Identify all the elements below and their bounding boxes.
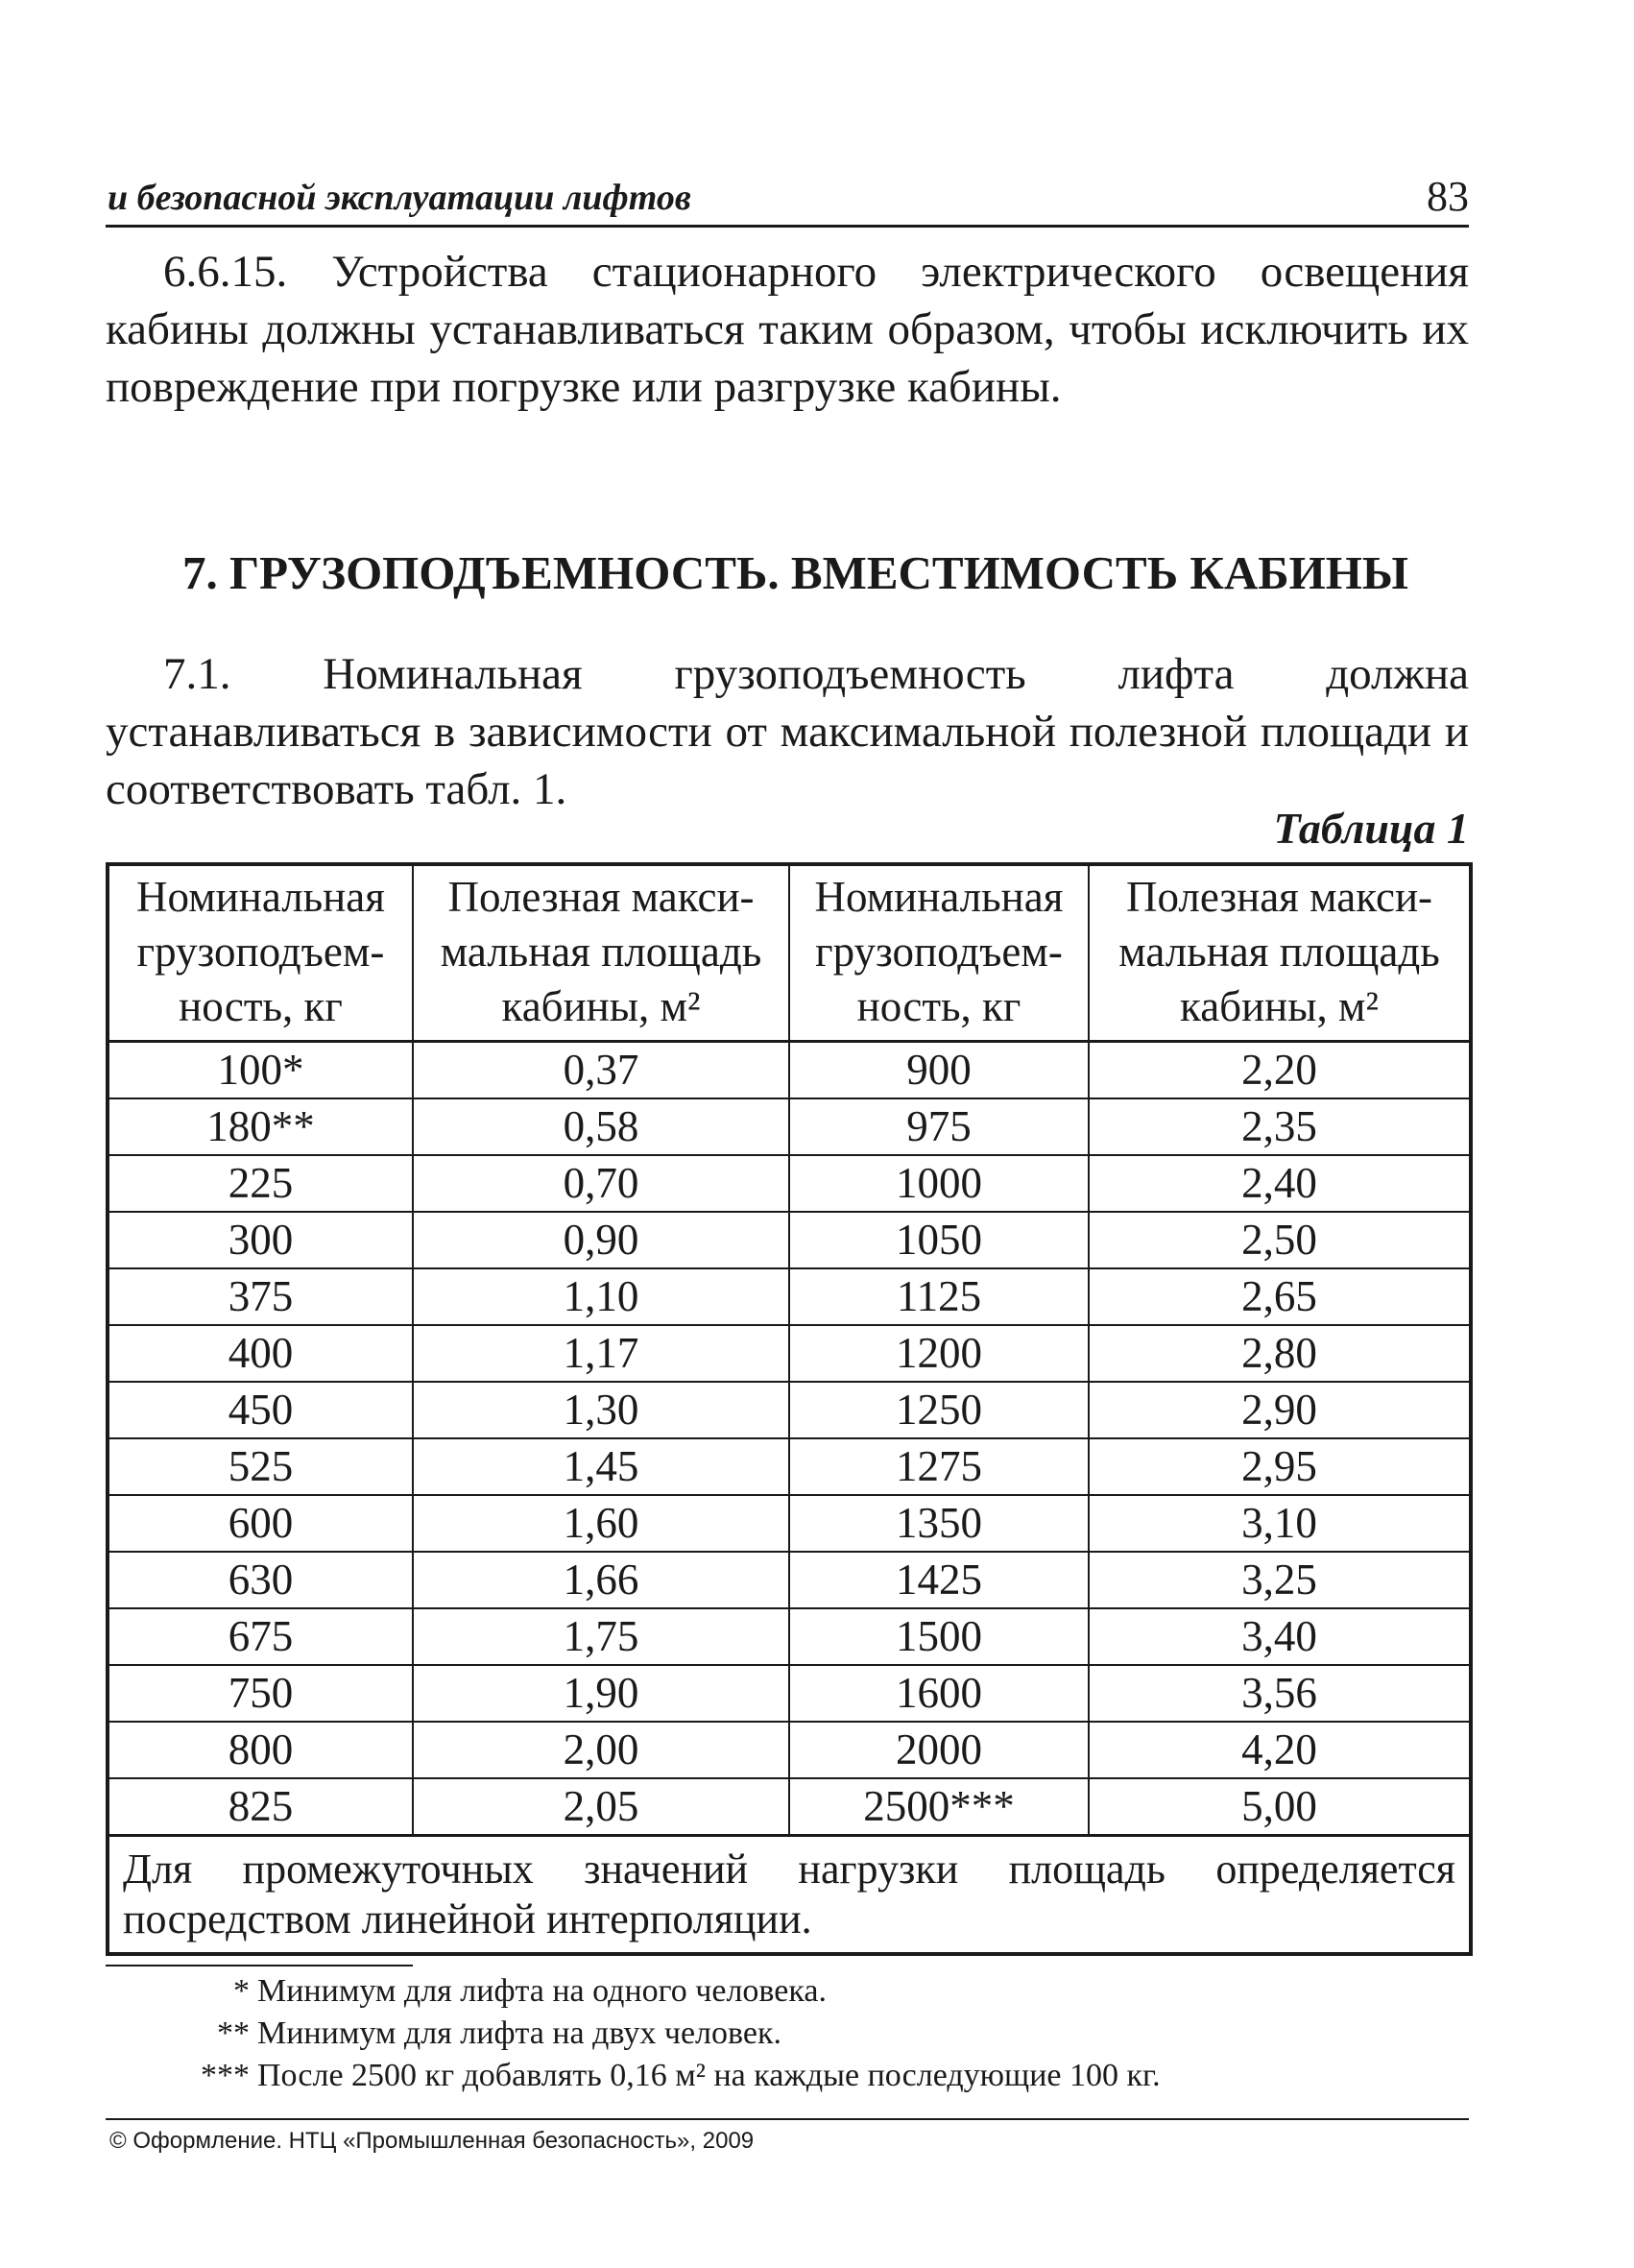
table-row — [108, 1722, 1471, 1778]
capacity-cell: 225 — [108, 1155, 413, 1212]
capacity-cell: 1275 — [789, 1438, 1089, 1495]
area-cell: 1,66 — [413, 1552, 789, 1608]
area-cell: 2,65 — [1089, 1268, 1471, 1325]
area-cell: 1,90 — [413, 1665, 789, 1722]
table-header-row — [108, 864, 1471, 1042]
area-cell: 2,35 — [1089, 1098, 1471, 1155]
capacity-cell: 800 — [108, 1722, 413, 1778]
table-row — [108, 1155, 1471, 1212]
table-row — [108, 1042, 1471, 1099]
area-cell: 3,25 — [1089, 1552, 1471, 1608]
table-row — [108, 1608, 1471, 1665]
table-note: Для промежуточных значений нагрузки площадь определяется посредством линейной интерполяции. — [108, 1836, 1471, 1955]
running-title: и безопасной эксплуатации лифтов — [108, 178, 691, 218]
paragraph-7-1: 7.1. Номинальная грузоподъемность лифта должна устанавливаться в зависимости от максимальной полезной площади и соответствовать табл. 1. — [106, 649, 1469, 814]
area-cell: 2,05 — [413, 1778, 789, 1836]
capacity-cell: 1250 — [789, 1382, 1089, 1438]
area-cell: 2,90 — [1089, 1382, 1471, 1438]
area-cell: 2,95 — [1089, 1438, 1471, 1495]
footnote-divider — [106, 1965, 413, 1966]
footnote-mark: ** — [217, 2015, 250, 2051]
header-area-2: Полезная макси-мальная площадь кабины, м² — [1089, 864, 1471, 1042]
capacity-cell: 400 — [108, 1325, 413, 1382]
capacity-cell: 975 — [789, 1098, 1089, 1155]
area-cell: 1,10 — [413, 1268, 789, 1325]
area-cell: 3,10 — [1089, 1495, 1471, 1552]
footnote-text: Минимум для лифта на одного человека. — [257, 1973, 827, 2009]
capacity-area-table — [106, 862, 1473, 1956]
area-cell: 3,56 — [1089, 1665, 1471, 1722]
capacity-cell: 2000 — [789, 1722, 1089, 1778]
header-capacity-2: Номинальная грузоподъем-ность, кг — [789, 864, 1089, 1042]
capacity-cell: 900 — [789, 1042, 1089, 1099]
capacity-cell: 1125 — [789, 1268, 1089, 1325]
footnote-mark: *** — [201, 2058, 250, 2093]
header-capacity-1: Номинальная грузоподъем-ность, кг — [108, 864, 413, 1042]
page-number: 83 — [1427, 173, 1469, 220]
table-row — [108, 1665, 1471, 1722]
section-heading: 7. ГРУЗОПОДЪЕМНОСТЬ. ВМЕСТИМОСТЬ КАБИНЫ — [182, 546, 1409, 599]
capacity-cell: 100* — [108, 1042, 413, 1099]
table-row — [108, 1268, 1471, 1325]
capacity-cell: 450 — [108, 1382, 413, 1438]
area-cell: 1,75 — [413, 1608, 789, 1665]
capacity-cell: 180** — [108, 1098, 413, 1155]
table-row — [108, 1212, 1471, 1268]
capacity-cell: 1500 — [789, 1608, 1089, 1665]
copyright-footer: © Оформление. НТЦ «Промышленная безопасность», 2009 — [109, 2128, 755, 2154]
capacity-cell: 1350 — [789, 1495, 1089, 1552]
footnote — [192, 1970, 1161, 2013]
area-cell: 1,45 — [413, 1438, 789, 1495]
table-row — [108, 1382, 1471, 1438]
capacity-cell: 1050 — [789, 1212, 1089, 1268]
area-cell: 2,20 — [1089, 1042, 1471, 1099]
running-header — [106, 171, 1469, 228]
footer-divider — [106, 2118, 1469, 2120]
capacity-cell: 825 — [108, 1778, 413, 1836]
table-note-row — [108, 1836, 1471, 1955]
capacity-cell: 1000 — [789, 1155, 1089, 1212]
area-cell: 2,00 — [413, 1722, 789, 1778]
area-cell: 0,70 — [413, 1155, 789, 1212]
area-cell: 1,60 — [413, 1495, 789, 1552]
capacity-cell: 600 — [108, 1495, 413, 1552]
footnote-mark: * — [233, 1973, 250, 2009]
area-cell: 5,00 — [1089, 1778, 1471, 1836]
capacity-cell: 525 — [108, 1438, 413, 1495]
footnote-text: После 2500 кг добавлять 0,16 м² на каждые последующие 100 кг. — [257, 2058, 1161, 2093]
table-caption: Таблица 1 — [1273, 804, 1469, 853]
capacity-cell: 300 — [108, 1212, 413, 1268]
capacity-cell: 2500*** — [789, 1778, 1089, 1836]
paragraph-6-6-15: 6.6.15. Устройства стационарного электрического освещения кабины должны устанавливаться таким образом, чтобы исключить их повреждение при погрузке или разгрузке кабины. — [106, 247, 1469, 412]
area-cell: 3,40 — [1089, 1608, 1471, 1665]
header-area-1: Полезная макси-мальная площадь кабины, м² — [413, 864, 789, 1042]
area-cell: 2,40 — [1089, 1155, 1471, 1212]
area-cell: 0,90 — [413, 1212, 789, 1268]
capacity-cell: 675 — [108, 1608, 413, 1665]
footnote — [192, 2055, 1161, 2097]
footnote-text: Минимум для лифта на двух человек. — [257, 2015, 781, 2051]
table-row — [108, 1552, 1471, 1608]
area-cell: 2,50 — [1089, 1212, 1471, 1268]
area-cell: 0,37 — [413, 1042, 789, 1099]
table-row — [108, 1495, 1471, 1552]
area-cell: 0,58 — [413, 1098, 789, 1155]
capacity-cell: 750 — [108, 1665, 413, 1722]
capacity-cell: 1425 — [789, 1552, 1089, 1608]
table-row — [108, 1098, 1471, 1155]
table-row — [108, 1325, 1471, 1382]
footnote — [192, 2013, 1161, 2055]
area-cell: 2,80 — [1089, 1325, 1471, 1382]
capacity-cell: 1600 — [789, 1665, 1089, 1722]
area-cell: 4,20 — [1089, 1722, 1471, 1778]
table-row — [108, 1438, 1471, 1495]
capacity-cell: 1200 — [789, 1325, 1089, 1382]
footnotes — [192, 1970, 1161, 2097]
area-cell: 1,30 — [413, 1382, 789, 1438]
table-row — [108, 1778, 1471, 1836]
table-body — [108, 1042, 1471, 1836]
area-cell: 1,17 — [413, 1325, 789, 1382]
capacity-cell: 375 — [108, 1268, 413, 1325]
capacity-cell: 630 — [108, 1552, 413, 1608]
document-page — [106, 0, 1469, 2268]
